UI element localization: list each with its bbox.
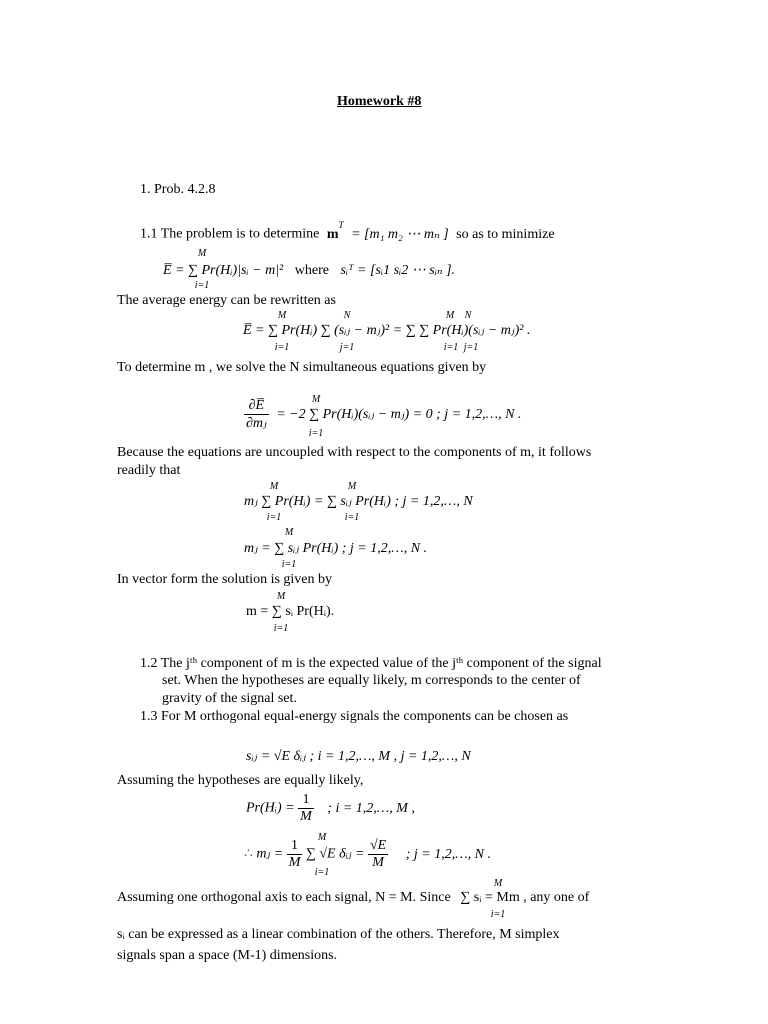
closing-line-2: signals span a space (M-1) dimensions. (117, 948, 338, 963)
mj3-mid: ∑ √E δᵢⱼ = (305, 846, 365, 862)
signal-vector: sᵢᵀ = [sᵢ1 sᵢ2 ⋯ sᵢₙ ]. (340, 263, 456, 278)
energy-expression: E̅ = ∑ Pr(Hᵢ)|sᵢ − m|² (163, 263, 284, 278)
pr-fraction (298, 792, 314, 825)
because-text-1: Because the equations are uncoupled with respect to the components of m, it follows (117, 445, 592, 460)
pr-lhs: Pr(Hᵢ) = (246, 800, 295, 816)
mj3-frac2-num: √E (369, 838, 387, 853)
to-determine-text: To determine m , we solve the N simultaneous equations given by (117, 360, 487, 375)
avg-limit-j1: j=1 (339, 342, 355, 353)
eq-limit-upper: M (197, 248, 207, 259)
ortho-equation: ∑ sᵢ = Mm , any one of (460, 890, 590, 905)
vector-form-text: In vector form the solution is given by (117, 572, 333, 587)
assuming-text: Assuming the hypotheses are equally likely, (117, 773, 364, 788)
minimize-text: so as to minimize (456, 226, 555, 242)
closing-line-1: sᵢ can be expressed as a linear combination of the others. Therefore, M simplex (117, 927, 560, 942)
because-text-2: readily that (117, 463, 181, 478)
ortho-limit-i1: i=1 (490, 909, 506, 920)
avg-limit-N: N (343, 310, 351, 321)
mj3-frac1-den: M (288, 855, 301, 870)
deriv-denominator: ∂mⱼ (246, 416, 267, 431)
where-text: where (294, 263, 329, 278)
ortho-limit-M: M (493, 878, 503, 889)
mvec-limit-i1: i=1 (273, 623, 289, 634)
deriv-rhs: = −2 ∑ Pr(Hᵢ)(sᵢⱼ − mⱼ) = 0 ; j = 1,2,…, N . (276, 407, 522, 423)
pr-rhs: ; i = 1,2,…, M , (327, 800, 415, 816)
mj-equation-1: mⱼ ∑ Pr(Hᵢ) = ∑ sᵢⱼ Pr(Hᵢ) ; j = 1,2,…, N (244, 494, 473, 509)
mj3-rhs: ; j = 1,2,…, N . (405, 846, 491, 862)
mj3-fraction-1 (287, 838, 303, 871)
mvec-limit-M: M (276, 591, 286, 602)
mj1-limit-M2: M (347, 481, 357, 492)
problem-heading: 1. Prob. 4.2.8 (140, 182, 216, 197)
section-1-2-line-3: gravity of the signal set. (162, 691, 297, 706)
section-1-3-line-1: 1.3 For M orthogonal equal-energy signals the components can be chosen as (140, 709, 569, 724)
mj3-frac1-num: 1 (287, 838, 303, 855)
avg-limit-M: M (277, 310, 287, 321)
avg-limit-N2: N (464, 310, 472, 321)
mj-equation-3 (244, 838, 491, 871)
section-1-2-line-2: set. When the hypotheses are equally likely, m corresponds to the center of (162, 673, 581, 688)
mj-equation-2: mⱼ = ∑ sᵢⱼ Pr(Hᵢ) ; j = 1,2,…, N . (244, 541, 428, 556)
mj3-limit-i1: i=1 (314, 867, 330, 878)
avg-energy-text: The average energy can be rewritten as (117, 293, 336, 308)
deriv-numerator: ∂E̅ (244, 398, 269, 415)
m-transpose: m (326, 226, 339, 242)
pr-numerator: 1 (298, 792, 314, 809)
avg-limit-i1b: i=1 (443, 342, 459, 353)
mj1-limit-i1: i=1 (266, 512, 282, 523)
sij-equation: sᵢⱼ = √E δᵢⱼ ; i = 1,2,…, M , j = 1,2,…, N (246, 749, 471, 764)
orthogonal-text (117, 890, 589, 906)
deriv-limit-i1: i=1 (308, 428, 324, 439)
mj3-limit-M: M (317, 832, 327, 843)
pr-denominator: M (300, 809, 312, 824)
eq-limit-lower: i=1 (194, 280, 210, 291)
intro-text: 1.1 The problem is to determine (140, 226, 320, 242)
mj3-lhs: mⱼ = (256, 846, 284, 862)
mj3-fraction-2 (368, 838, 388, 871)
section-1-1-intro: 1.1 The problem is to determine $m^T = [m_1$ m₂ ⋯ mₙ ] so as to minimize (140, 220, 555, 242)
mj2-limit-M: M (284, 527, 294, 538)
avg-limit-j1b: j=1 (463, 342, 479, 353)
energy-equation (163, 262, 455, 279)
avg-limit-i1: i=1 (274, 342, 290, 353)
mj1-limit-M: M (269, 481, 279, 492)
derivative-fraction (244, 398, 269, 432)
page-title: Homework #8 (337, 94, 422, 109)
avg-energy-equation: E̅ = ∑ Pr(Hᵢ) ∑ (sᵢⱼ − mⱼ)² = ∑ ∑ Pr(Hᵢ)(sᵢⱼ − mⱼ)² . (243, 323, 531, 338)
mj2-limit-i1: i=1 (281, 559, 297, 570)
probability-equation (246, 792, 415, 825)
derivative-equation (244, 398, 521, 432)
m-vector: = [m₁ m₂ ⋯ mₙ ] (351, 226, 449, 242)
avg-limit-M2: M (445, 310, 455, 321)
ortho-sentence: Assuming one orthogonal axis to each signal, N = M. Since (117, 890, 451, 905)
mj3-frac2-den: M (372, 855, 384, 870)
deriv-limit-M: M (311, 394, 321, 405)
section-1-2-line-1: 1.2 The jᵗʰ component of m is the expected value of the jᵗʰ component of the signal (140, 656, 602, 671)
mj1-limit-i1b: i=1 (344, 512, 360, 523)
m-vector-equation: m = ∑ sᵢ Pr(Hᵢ). (246, 604, 335, 619)
therefore-symbol: ∴ (244, 846, 253, 862)
